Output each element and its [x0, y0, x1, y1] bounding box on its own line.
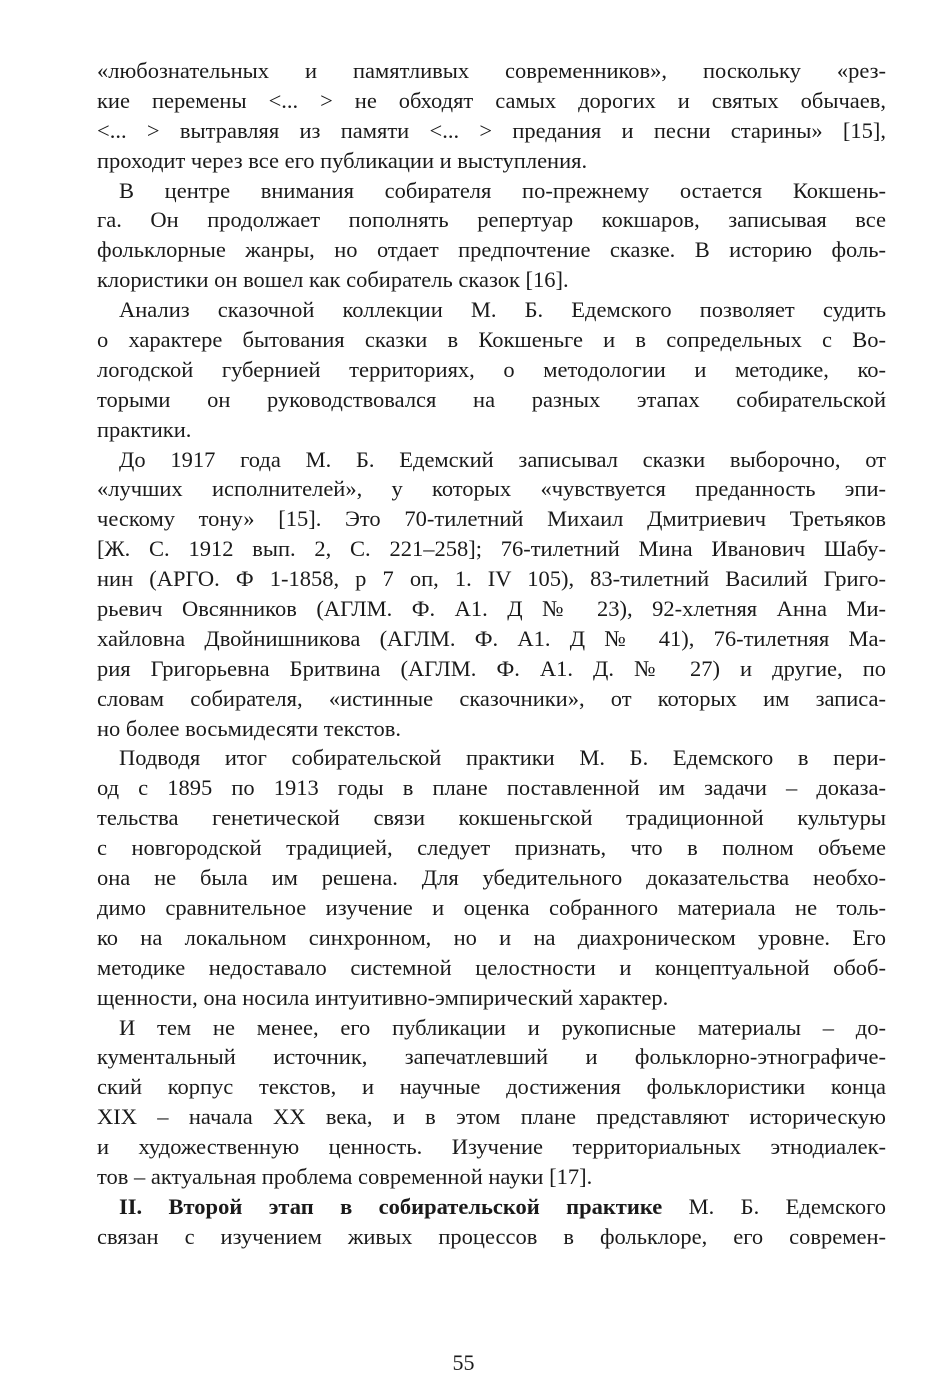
- text-line: До 1917 года М. Б. Едемский записывал сказки выборочно, от: [119, 446, 886, 472]
- paragraph: [97, 56, 886, 176]
- text-line: рьевич Овсянников (АГЛМ. Ф. А1. Д № 23), 92-хлетняя Анна Ми-: [97, 596, 886, 622]
- text-line: «любознательных и памятливых современников», поскольку «рез-: [97, 58, 886, 83]
- text-line: ко на локальном синхронном, но и на диахроническом уровне. Его: [97, 924, 886, 950]
- text-line: ческому тону» [15]. Это 70-тилетний Михаил Дмитриевич Третьяков: [97, 506, 886, 532]
- text-line: практики.: [97, 416, 192, 442]
- text-line: о характере бытования сказки в Кокшеньге и в сопредельных с Во-: [97, 327, 886, 353]
- text-line: и художественную ценность. Изучение территориальных этнодиалек-: [97, 1134, 886, 1160]
- paragraph-section-heading: [97, 1192, 886, 1252]
- page-number: 55: [452, 1350, 475, 1375]
- text-span: М. Б. Едемского: [662, 1193, 886, 1219]
- text-line: Подводя итог собирательской практики М. Б. Едемского в пери-: [119, 745, 886, 771]
- text-line: од с 1895 по 1913 годы в плане поставленной им задачи – доказа-: [97, 775, 886, 801]
- text-line: клористики он вошел как собиратель сказок [16].: [97, 267, 569, 293]
- paragraph: [97, 445, 886, 744]
- text-line: тельства генетической связи кокшеньгской традиционной культуры: [97, 805, 886, 831]
- text-line: словам собирателя, «истинные сказочники», от которых им записа-: [97, 685, 886, 711]
- paragraph: [97, 176, 886, 296]
- text-line: хайловна Двойнишникова (АГЛМ. Ф. А1. Д № 41), 76-тилетняя Ма-: [97, 625, 886, 651]
- text-line: В центре внимания собирателя по-прежнему остается Кокшень-: [119, 177, 886, 203]
- text-line: <... > вытравляя из памяти <... > предания и песни старины» [15],: [97, 117, 886, 143]
- text-line: га. Он продолжает пополнять репертуар кокшаров, записывая все: [97, 207, 886, 233]
- text-line: «лучших исполнителей», у которых «чувствуется преданность эпи-: [97, 476, 886, 502]
- text-line: методике недоставало системной целостности и концептуальной обоб-: [97, 954, 886, 980]
- text-line: тов – актуальная проблема современной науки [17].: [97, 1163, 593, 1189]
- text-line: проходит через все его публикации и выступления.: [97, 147, 588, 173]
- text-line: торыми он руководствовался на разных этапах собирательской: [97, 386, 886, 412]
- text-line: Анализ сказочной коллекции М. Б. Едемского позволяет судить: [119, 297, 886, 323]
- text-line: димо сравнительное изучение и оценка собранного материала не толь-: [97, 894, 886, 920]
- text-line: ский корпус текстов, и научные достижения фольклористики конца: [97, 1074, 886, 1100]
- text-line: [Ж. С. 1912 вып. 2, С. 221–258]; 76-тилетний Мина Иванович Шабу-: [97, 536, 886, 562]
- text-line: но более восьмидесяти текстов.: [97, 715, 401, 741]
- text-line: с новгородской традицией, следует признать, что в полном объеме: [97, 835, 886, 861]
- text-line: фольклорные жанры, но отдает предпочтение сказке. В историю фоль-: [97, 237, 886, 263]
- text-line: связан с изучением живых процессов в фольклоре, его современ-: [97, 1223, 886, 1249]
- text-line: кументальный источник, запечатлевший и фольклорно-этнографиче-: [97, 1044, 886, 1070]
- section-lead: II. Второй этап в собирательской практике: [119, 1193, 663, 1219]
- text-line: рия Григорьевна Бритвина (АГЛМ. Ф. А1. Д. № 27) и другие, по: [97, 655, 886, 681]
- paragraph: [97, 295, 886, 444]
- text-line: И тем не менее, его публикации и рукописные материалы – до-: [119, 1014, 886, 1040]
- text-line: нин (АРГО. Ф 1-1858, р 7 оп, 1. IV 105), 83-тилетний Василий Григо-: [97, 566, 886, 592]
- text-line: она не была им решена. Для убедительного доказательства необхо-: [97, 865, 886, 891]
- document-body: [97, 56, 886, 1252]
- text-line: [97, 1192, 886, 1222]
- paragraph: [97, 743, 886, 1012]
- text-line: XIX – начала XX века, и в этом плане представляют историческую: [97, 1104, 886, 1130]
- paragraph: [97, 1013, 886, 1192]
- text-line: логодской губернией территориях, о методологии и методике, ко-: [97, 356, 886, 382]
- text-line: щенности, она носила интуитивно-эмпирический характер.: [97, 984, 669, 1010]
- text-line: кие перемены <... > не обходят самых дорогих и святых обычаев,: [97, 87, 886, 113]
